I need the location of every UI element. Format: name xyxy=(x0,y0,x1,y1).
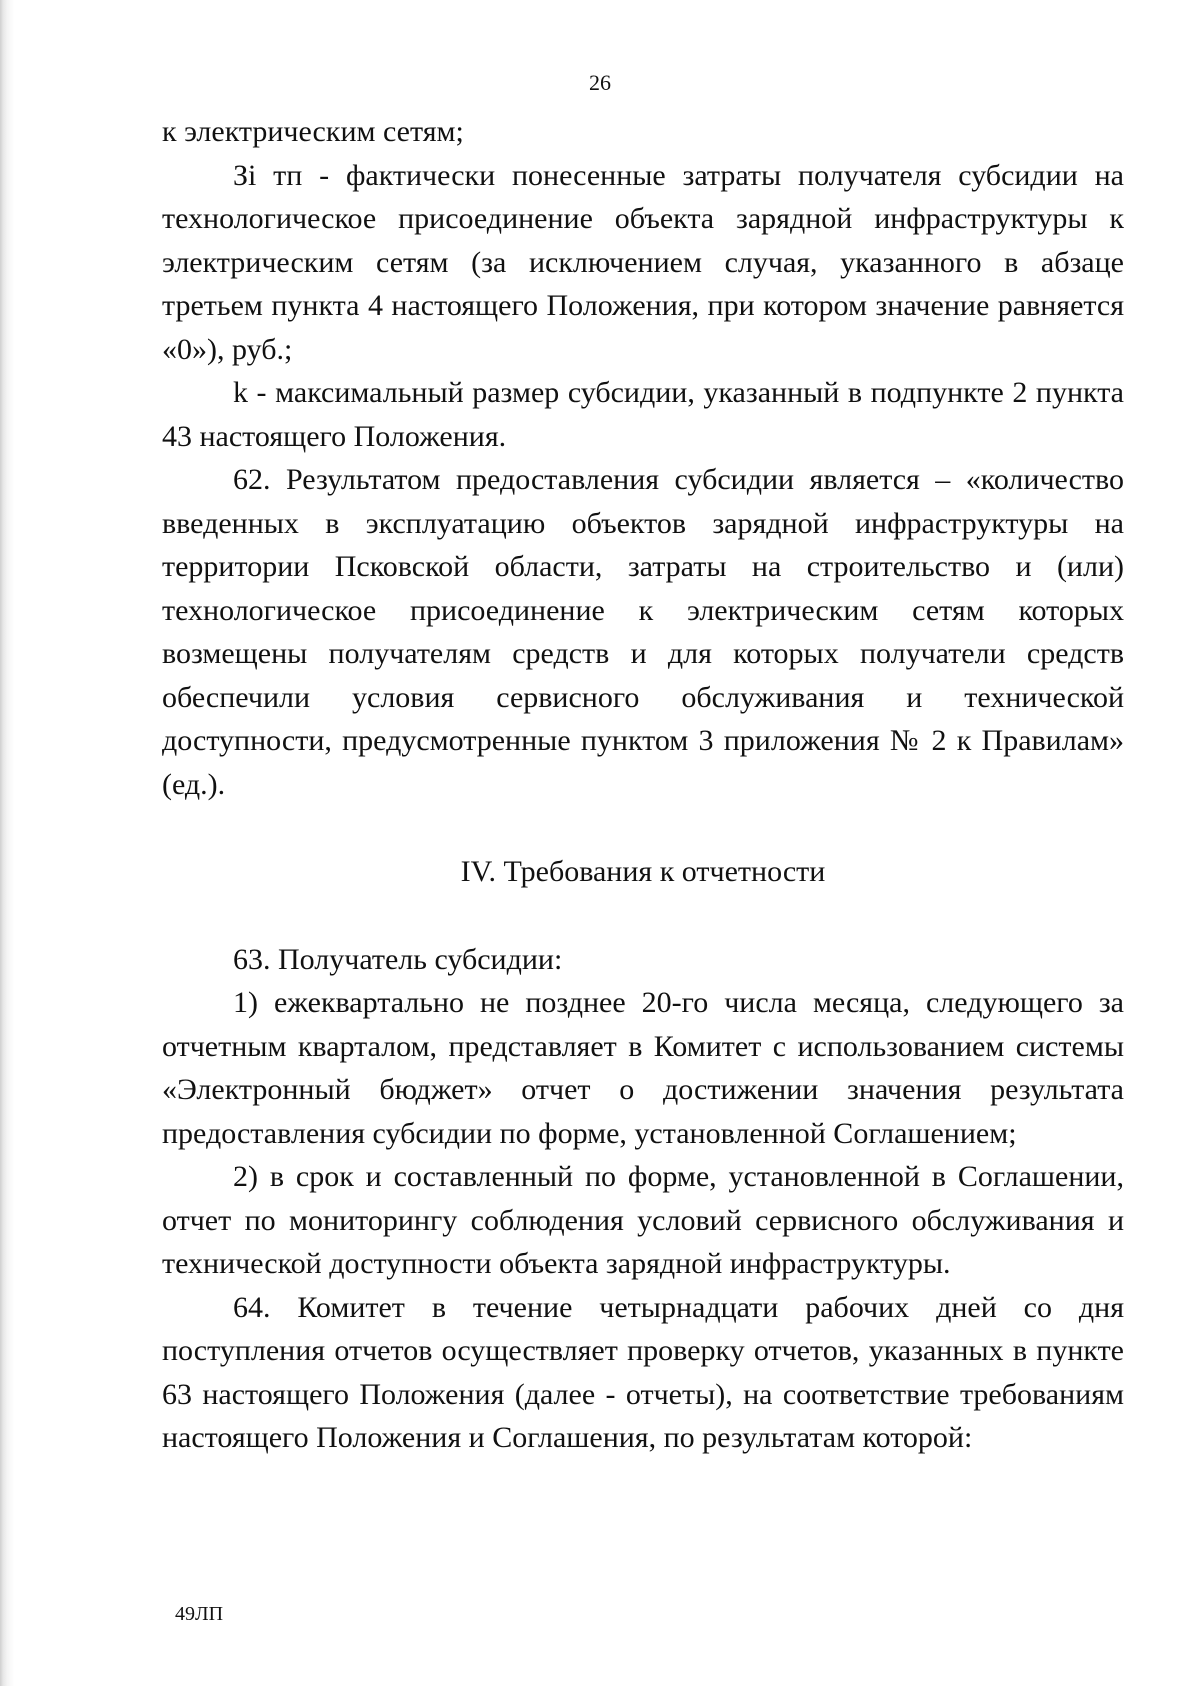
paragraph-62: 62. Результатом предоставления субсидии является – «количество введенных в эксплуатацию объектов зарядной инфраструктуры на территории Псковской области, затраты на строительство и (или) технологическое присоединение к электрическим сетям которых возмещены получателям средств и для которых получатели средств обеспечили условия сервисного обслуживания и технической доступности, предусмотренные пунктом 3 приложения № 2 к Правилам» (ед.). xyxy=(162,463,1124,801)
paragraph-63-item-2: 2) в срок и составленный по форме, установленной в Соглашении, отчет по мониторингу соблюдения условий сервисного обслуживания и технической доступности объекта зарядной инфраструктуры. xyxy=(162,1160,1124,1280)
paragraph-63-item-1: 1) ежеквартально не позднее 20-го числа месяца, следующего за отчетным кварталом, представляет в Комитет с использованием системы «Электронный бюджет» отчет о достижении значения результата предоставления субсидии по форме, установленной Соглашением; xyxy=(162,986,1124,1150)
paragraph-63: 63. Получатель субсидии: xyxy=(233,942,563,976)
document-body xyxy=(162,110,1124,1460)
paragraph-64: 64. Комитет в течение четырнадцати рабочих дней со дня поступления отчетов осуществляет проверку отчетов, указанных в пункте 63 настоящего Положения (далее - отчеты), на соответствие требованиям настоящего Положения и Соглашения, по результатам которой: xyxy=(162,1290,1124,1454)
paragraph-zi-tp-definition: Зi тп - фактически понесенные затраты получателя субсидии на технологическое присоединение объекта зарядной инфраструктуры к электрическим сетям (за исключением случая, указанного в абзаце третьем пункта 4 настоящего Положения, при котором значение равняется «0»), руб.; xyxy=(162,158,1124,366)
document-code: 49ЛП xyxy=(175,1603,224,1625)
scan-edge-shadow xyxy=(0,0,14,1686)
paragraph-intro: к электрическим сетям; xyxy=(162,115,464,148)
section-heading: IV. Требования к отчетности xyxy=(460,855,826,888)
paragraph-k-definition: k - максимальный размер субсидии, указанный в подпункте 2 пункта 43 настоящего Положения. xyxy=(162,376,1124,453)
page-number: 26 xyxy=(589,70,611,95)
